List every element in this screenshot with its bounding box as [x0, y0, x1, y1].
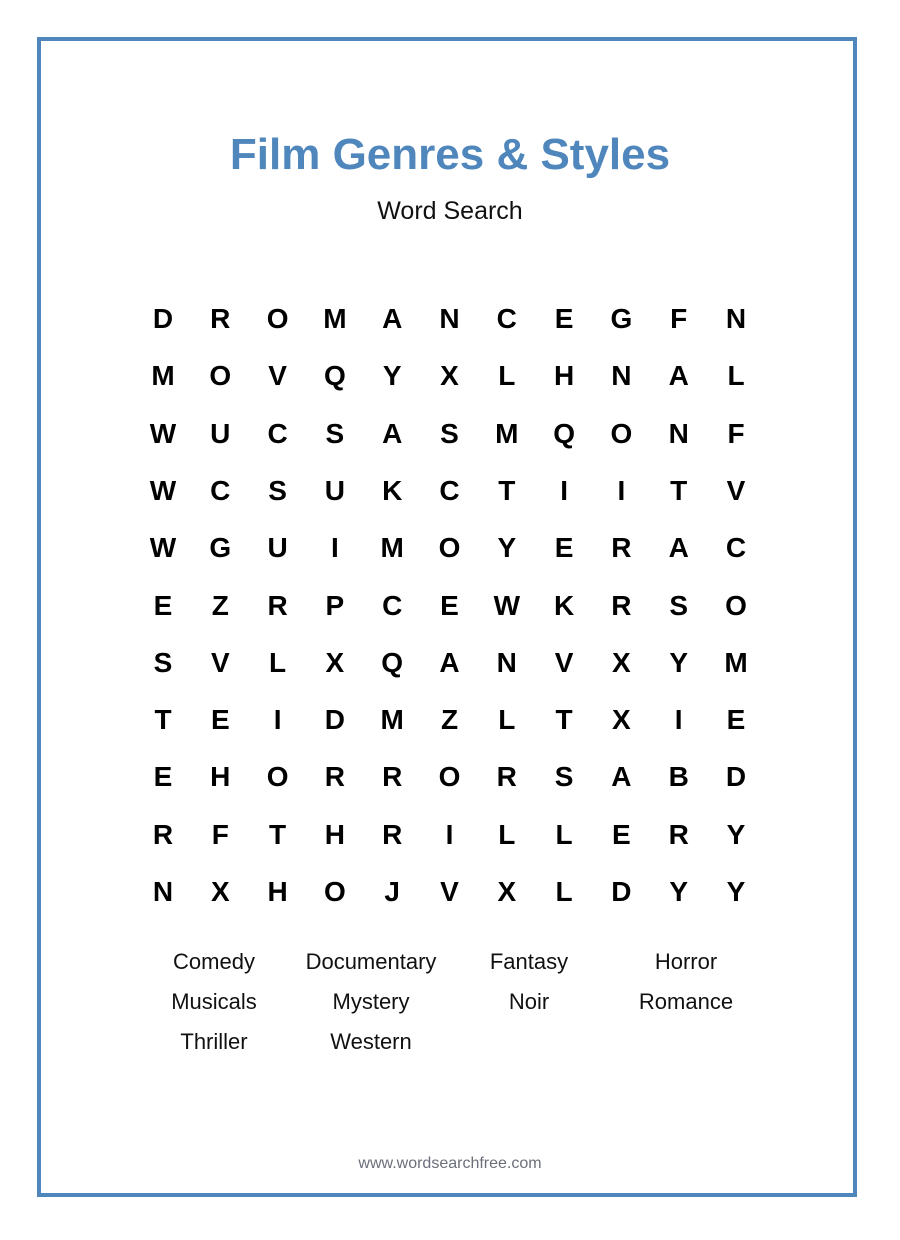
grid-cell: C: [382, 589, 403, 621]
grid-cell: Y: [726, 818, 746, 850]
grid-cell: Y: [497, 532, 517, 564]
word-list-item: Horror: [654, 949, 718, 974]
grid-cell: M: [724, 646, 748, 678]
grid-cell: E: [726, 704, 746, 736]
grid-cell: L: [727, 360, 745, 392]
word-list-item: Noir: [508, 989, 550, 1014]
word-list-item: Thriller: [180, 1029, 248, 1054]
grid-cell: H: [210, 761, 231, 793]
grid-cell: Z: [211, 589, 229, 621]
grid-cell: N: [496, 646, 517, 678]
grid-cell: C: [496, 303, 517, 334]
grid-cell: B: [668, 761, 689, 793]
grid-cell: Q: [324, 360, 346, 392]
grid-cell: M: [380, 704, 404, 736]
grid-cell: L: [498, 818, 516, 850]
grid-cell: L: [555, 876, 573, 907]
grid-cell: M: [495, 417, 519, 449]
grid-cell: N: [439, 303, 460, 334]
grid-cell: X: [210, 876, 230, 907]
grid-cell: P: [325, 589, 345, 621]
grid-cell: X: [612, 646, 631, 678]
grid-cell: S: [325, 417, 345, 449]
grid-cell: I: [674, 704, 683, 736]
grid-cell: A: [382, 417, 403, 449]
grid-cell: E: [153, 589, 173, 621]
grid-cell: R: [324, 761, 345, 793]
word-list-item: Documentary: [305, 949, 437, 974]
grid-cell: I: [617, 474, 626, 506]
grid-cell: D: [611, 876, 632, 907]
grid-cell: Q: [381, 646, 404, 678]
grid-cell: R: [611, 589, 632, 621]
grid-cell: G: [209, 532, 232, 564]
grid-cell: U: [210, 417, 231, 449]
page-subtitle: Word Search: [377, 197, 523, 225]
grid-cell: V: [268, 360, 287, 392]
grid-cell: L: [498, 360, 516, 392]
grid-cell: L: [555, 818, 573, 850]
grid-cell: H: [553, 360, 575, 392]
grid-cell: R: [152, 818, 174, 850]
word-list-item: Mystery: [332, 989, 410, 1014]
grid-cell: Y: [669, 876, 689, 907]
grid-cell: O: [266, 303, 289, 334]
grid-cell: Y: [382, 360, 402, 392]
grid-cell: E: [153, 761, 173, 793]
grid-cell: V: [210, 646, 230, 678]
grid-cell: E: [612, 818, 631, 850]
grid-cell: I: [331, 532, 339, 564]
grid-cell: X: [440, 360, 459, 392]
grid-cell: R: [668, 818, 689, 850]
grid-cell: T: [555, 704, 573, 736]
grid-cell: A: [611, 761, 632, 793]
grid-cell: O: [266, 761, 289, 793]
grid-cell: J: [384, 876, 400, 907]
grid-cell: X: [325, 646, 345, 678]
grid-cell: N: [725, 303, 747, 334]
grid-cell: O: [610, 417, 633, 449]
grid-cell: K: [553, 589, 575, 621]
word-list-item: Romance: [638, 989, 734, 1014]
grid-cell: Y: [726, 876, 746, 907]
word-list-item: Western: [330, 1029, 412, 1054]
grid-cell: A: [439, 646, 460, 678]
grid-cell: H: [267, 876, 288, 907]
grid-cell: F: [211, 818, 229, 850]
word-list-item: Comedy: [173, 949, 255, 974]
grid-cell: S: [153, 646, 173, 678]
grid-cell: T: [670, 474, 688, 506]
grid-cell: E: [440, 589, 459, 621]
grid-cell: F: [727, 417, 745, 449]
grid-cell: L: [498, 704, 516, 736]
grid-cell: E: [210, 704, 230, 736]
grid-cell: T: [498, 474, 516, 506]
grid-cell: A: [668, 532, 689, 564]
footer-url: www.wordsearchfree.com: [358, 1155, 542, 1172]
grid-cell: D: [725, 761, 747, 793]
grid-cell: F: [670, 303, 688, 334]
grid-cell: I: [560, 474, 568, 506]
grid-cell: W: [149, 474, 177, 506]
grid-cell: Q: [553, 417, 575, 449]
grid-cell: S: [440, 417, 459, 449]
grid-cell: Y: [669, 646, 689, 678]
grid-cell: R: [382, 761, 403, 793]
grid-cell: S: [554, 761, 574, 793]
grid-cell: W: [149, 532, 177, 564]
grid-cell: U: [267, 532, 288, 564]
grid-cell: N: [152, 876, 174, 907]
grid-cell: E: [554, 303, 574, 334]
grid-cell: O: [438, 532, 461, 564]
grid-cell: I: [273, 704, 282, 736]
grid-cell: V: [440, 876, 459, 907]
grid-cell: L: [269, 646, 287, 678]
grid-cell: C: [725, 532, 747, 564]
grid-cell: C: [439, 474, 460, 506]
grid-cell: K: [382, 474, 403, 506]
grid-cell: O: [725, 589, 747, 621]
grid-cell: E: [554, 532, 574, 564]
grid-cell: M: [380, 532, 404, 564]
grid-cell: O: [209, 360, 232, 392]
grid-cell: O: [438, 761, 461, 793]
grid-cell: A: [668, 360, 689, 392]
grid-cell: R: [496, 761, 517, 793]
grid-cell: M: [151, 360, 175, 392]
grid-cell: N: [611, 360, 632, 392]
grid-cell: R: [210, 303, 231, 334]
grid-cell: H: [324, 818, 345, 850]
grid-cell: S: [268, 474, 287, 506]
page-title: Film Genres & Styles: [229, 130, 671, 179]
word-list-item: Musicals: [171, 989, 257, 1014]
grid-cell: G: [610, 303, 633, 334]
word-list-item: Fantasy: [489, 949, 569, 974]
grid-cell: O: [324, 876, 346, 907]
grid-cell: C: [210, 474, 231, 506]
grid-cell: I: [445, 818, 454, 850]
grid-cell: T: [269, 818, 287, 850]
grid-cell: V: [726, 474, 746, 506]
grid-cell: U: [324, 474, 345, 506]
grid-cell: W: [493, 589, 521, 621]
grid-cell: V: [554, 646, 574, 678]
grid-cell: S: [669, 589, 689, 621]
grid-cell: X: [497, 876, 517, 907]
grid-cell: R: [382, 818, 403, 850]
grid-cell: D: [152, 303, 174, 334]
grid-cell: C: [267, 417, 288, 449]
grid-cell: T: [154, 704, 172, 736]
grid-cell: N: [668, 417, 689, 449]
grid-cell: R: [611, 532, 632, 564]
grid-cell: A: [382, 303, 403, 334]
grid-cell: R: [267, 589, 288, 621]
grid-cell: M: [323, 303, 347, 334]
grid-cell: Z: [440, 704, 459, 736]
grid-cell: X: [612, 704, 631, 736]
grid-cell: W: [149, 417, 177, 449]
grid-cell: D: [324, 704, 345, 736]
